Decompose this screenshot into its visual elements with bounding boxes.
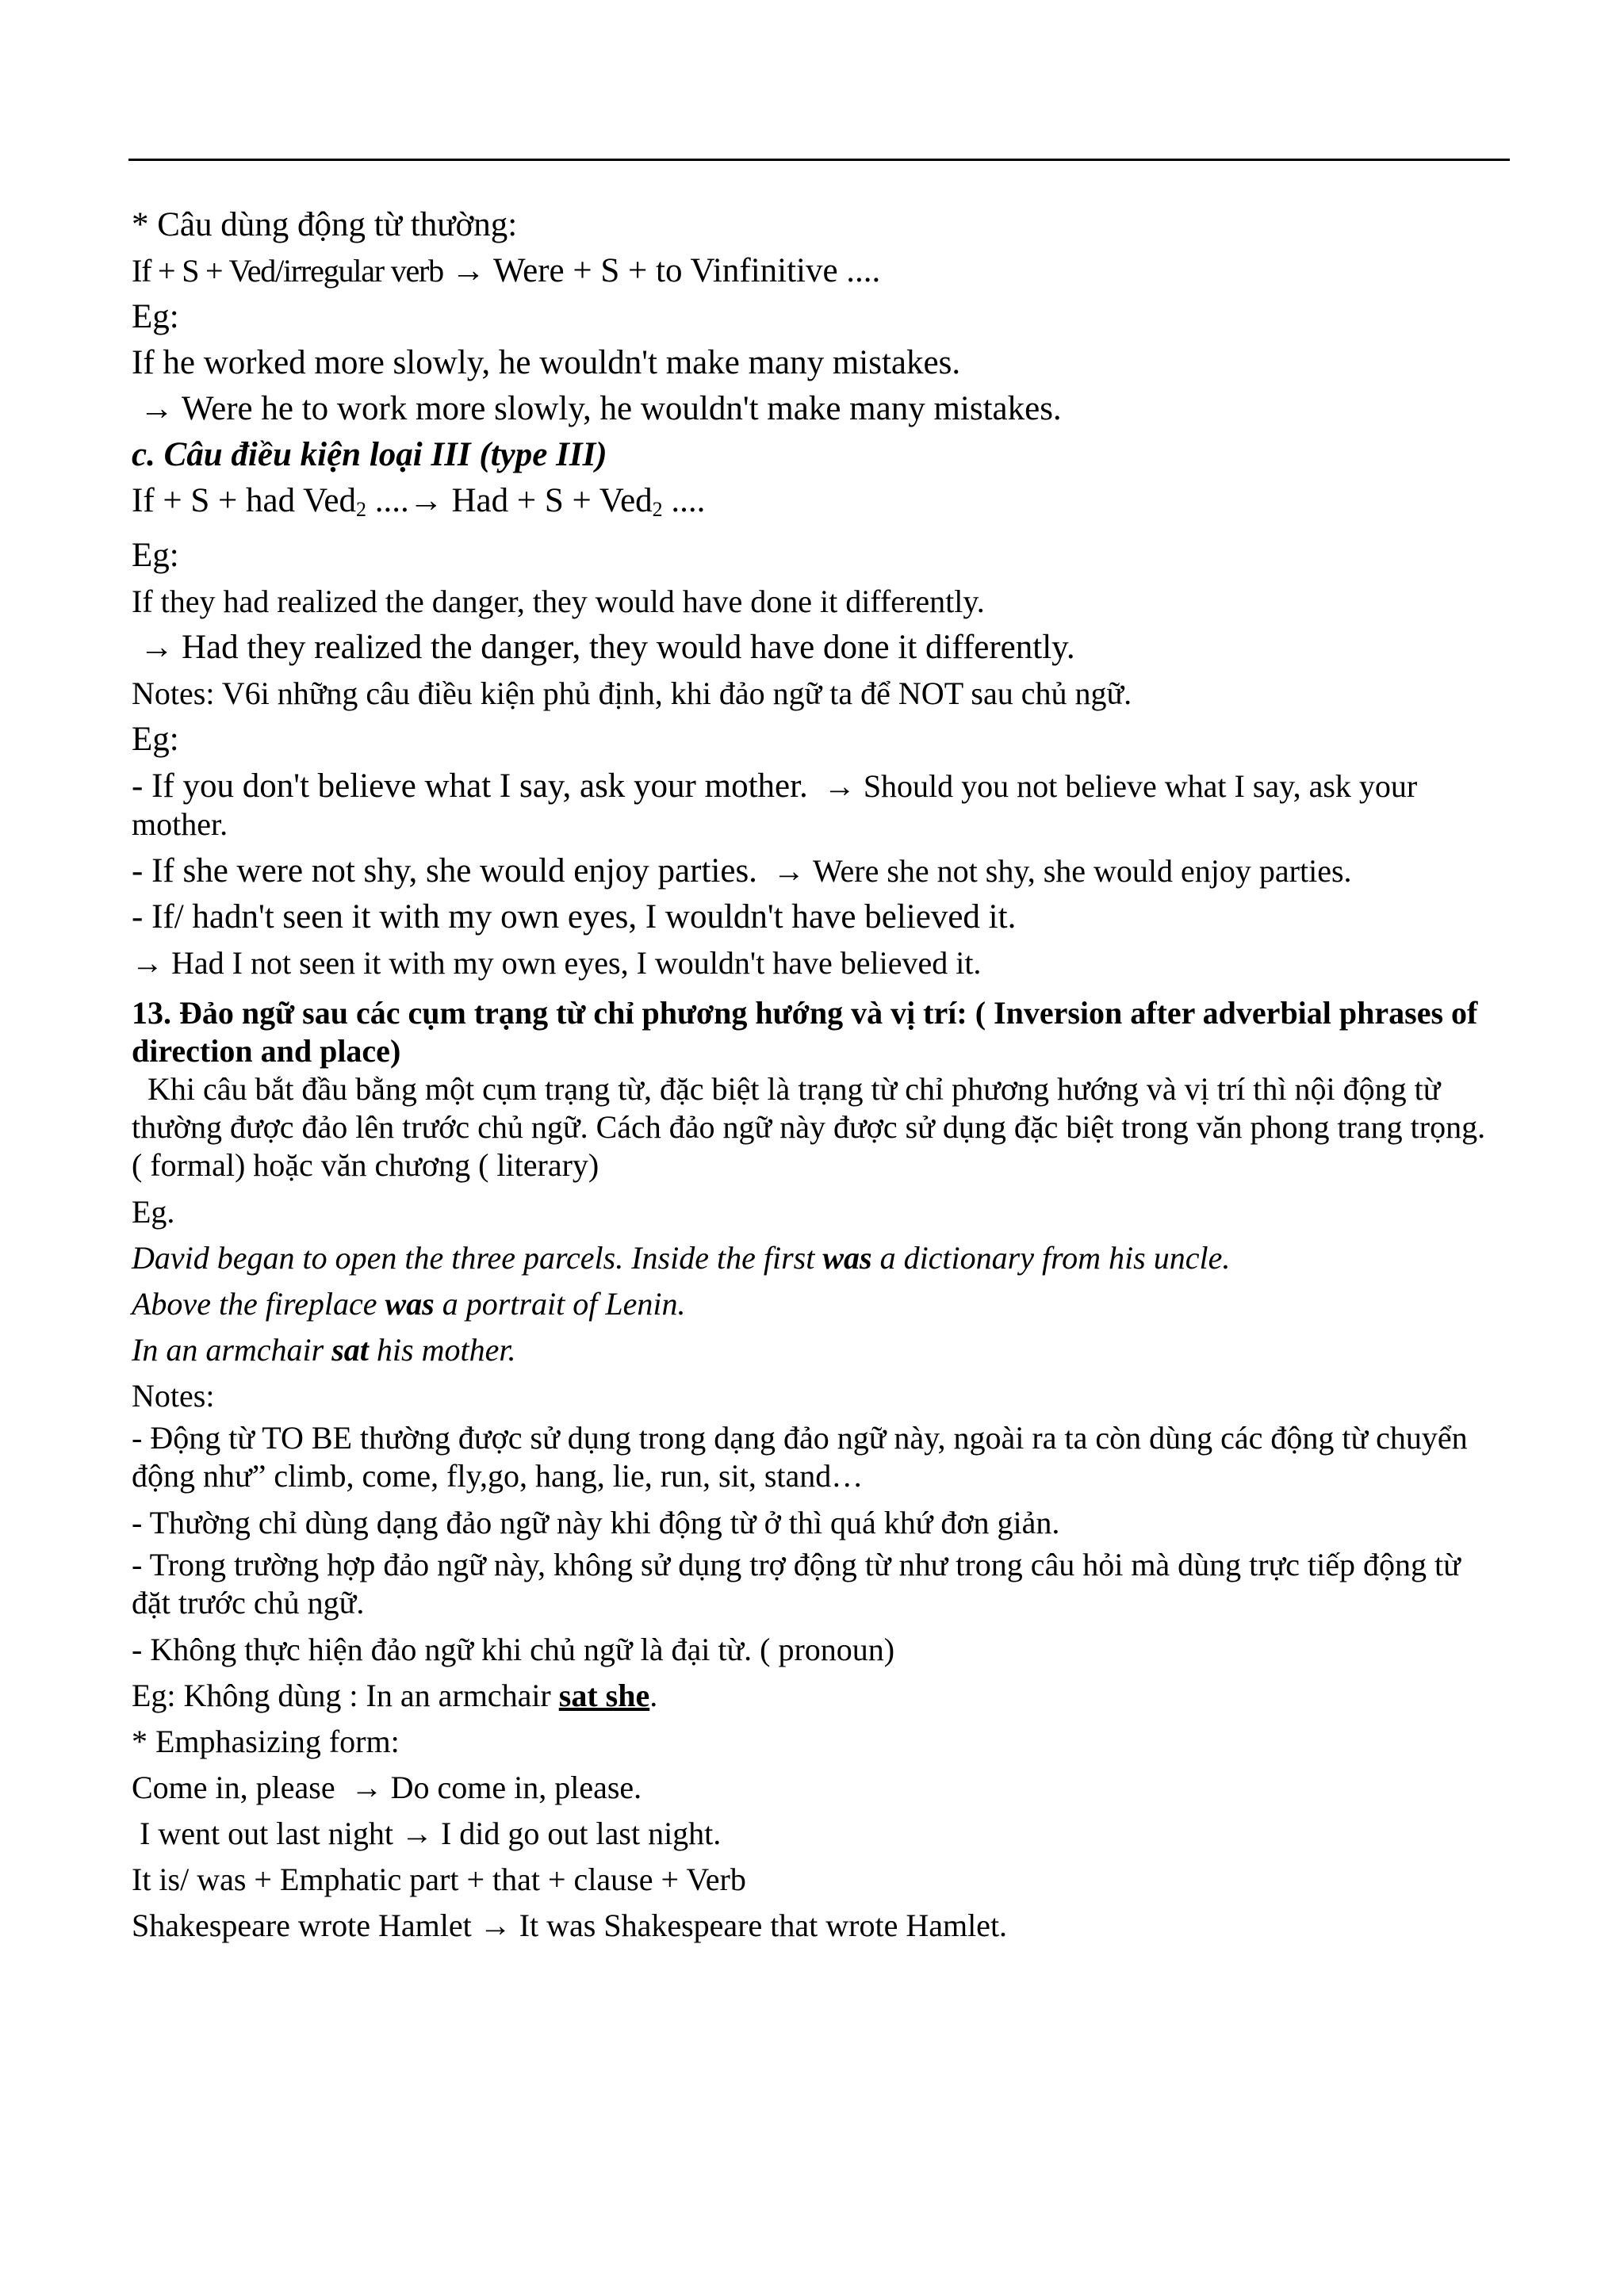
arrow-icon: → [140,629,174,666]
arrow-icon: → [450,252,485,289]
section-heading-type-iii: c. Câu điều kiện loại III (type III) [132,436,607,473]
note-2: - Thường chỉ dùng dạng đảo ngữ này khi động từ ở thì quá khứ đơn giản. [132,1505,1060,1540]
example-3: In an armchair sat his mother. [132,1332,516,1368]
line-13: - If you don't believe what I say, ask your mother. → Should you not believe what I say, ask your mother. [132,767,1418,842]
line-8: Eg: [132,537,179,574]
line-10: → Had they realized the danger, they would have done it differently. [132,625,1496,671]
line-33: Shakespeare wrote Hamlet → It was Shakespeare that wrote Hamlet. [132,1908,1008,1943]
line-14: - If she were not shy, she would enjoy parties. → Were she not shy, she would enjoy parties. [132,852,1352,890]
note-1: - Động từ TO BE thường được sử dụng trong dạng đảo ngữ này, ngoài ra ta còn dùng các động từ chuyển động như” climb, come, fly,go, hang, lie, run, sit, stand… [132,1420,1468,1494]
line-7: If + S + had Ved$_2$ ....→ Had + S + Ved$_2$ .... [132,482,706,521]
arrow-icon: → [132,945,163,981]
line-5: → Were he to work more slowly, he wouldn't make many mistakes. [132,386,1496,432]
section-heading-13: 13. Đảo ngữ sau các cụm trạng từ chỉ phương hướng và vị trí: ( Inversion after adverbial phrases of direction and place) [132,995,1478,1069]
example-2: Above the fireplace was a portrait of Lenin. [132,1286,686,1322]
note-4: - Không thực hiện đảo ngữ khi chủ ngữ là đại từ. ( pronoun) [132,1632,895,1667]
line-29: * Emphasizing form: [132,1724,400,1759]
line-15: - If/ hadn't seen it with my own eyes, I wouldn't have believed it. [132,898,1017,936]
line-31: I went out last night → I did go out last night. [132,1816,722,1851]
arrow-icon: → [140,390,174,427]
line-28: Eg: Không dùng : In an armchair sat she. [132,1678,658,1713]
line-2 [132,248,1496,294]
line-30: Come in, please → Do come in, please. [132,1770,642,1805]
arrow-icon: → [408,482,443,519]
line-32: It is/ was + Emphatic part + that + clause + Verb [132,1862,746,1897]
arrow-icon: → [479,1908,511,1943]
line-4: If he worked more slowly, he wouldn't make many mistakes. [132,344,961,381]
line-23: Notes: [132,1378,215,1414]
arrow-icon: → [350,1770,383,1805]
line-12: Eg: [132,721,179,758]
line-3: Eg: [132,298,179,335]
document-body [132,202,1496,1949]
line-9: If they had realized the danger, they would have done it differently. [132,584,985,619]
line-16: → Had I not seen it with my own eyes, I wouldn't have believed it. [132,945,982,981]
paragraph-intro: Khi câu bắt đầu bằng một cụm trạng từ, đặc biệt là trạng từ chỉ phương hướng và vị trí thì nội động từ thường được đảo lên trước chủ ngữ. Cách đảo ngữ này được sử dụng đặc biệt trong văn phong trang trọng. ( formal) hoặc văn chương ( literary) [132,1071,1494,1183]
formula-left: If + S + Ved/irregular verb [132,253,443,289]
formula-right: Were + S + to Vinfinitive .... [492,252,881,289]
line-1: * Câu dùng động từ thường: [132,206,518,243]
example-1: David began to open the three parcels. Inside the first was a dictionary from his uncle. [132,1240,1231,1276]
line-11: Notes: V6i những câu điều kiện phủ định, khi đảo ngữ ta để NOT sau chủ ngữ. [132,675,1132,711]
arrow-icon: → [772,853,805,889]
note-3: - Trong trường hợp đảo ngữ này, không sử dụng trợ động từ như trong câu hỏi mà dùng trực tiếp động từ đặt trước chủ ngữ. [132,1547,1461,1621]
arrow-icon: → [400,1816,433,1851]
line-19: Eg. [132,1194,175,1230]
arrow-icon: → [823,768,856,804]
header-rule [128,159,1510,161]
